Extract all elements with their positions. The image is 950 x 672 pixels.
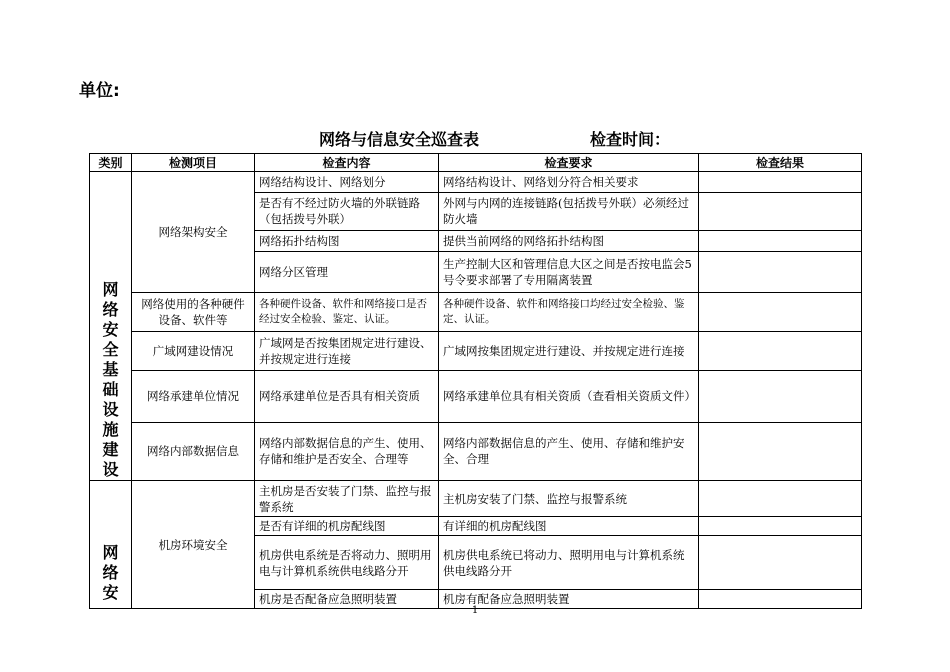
table-row [90, 292, 862, 331]
title-row [0, 127, 950, 149]
category-cell [90, 481, 132, 609]
item-internal-data: 网络内部数据信息 [132, 422, 255, 480]
requirement-cell: 网络结构设计、网络划分符合相关要求 [439, 172, 699, 193]
result-cell[interactable] [699, 370, 862, 422]
item-hardware-software: 网络使用的各种硬件设备、软件等 [132, 292, 255, 331]
content-cell: 网络分区管理 [255, 251, 439, 292]
content-cell: 各种硬件设备、软件和网络接口是否经过安全检验、鉴定、认证。 [255, 292, 439, 331]
column-header-result: 检查结果 [699, 154, 862, 172]
content-cell: 是否有不经过防火墙的外联链路（包括拨号外联） [255, 192, 439, 231]
result-cell[interactable] [699, 517, 862, 536]
table-row [90, 331, 862, 370]
item-network-vendor: 网络承建单位情况 [132, 370, 255, 422]
content-cell: 机房是否配备应急照明装置 [255, 590, 439, 609]
category-cell [90, 172, 132, 481]
page-number: 1 [471, 605, 479, 616]
requirement-cell: 有详细的机房配线图 [439, 517, 699, 536]
requirement-cell: 外网与内网的连接链路(包括拨号外联）必须经过防火墙 [439, 192, 699, 231]
requirement-cell: 提供当前网络的网络拓扑结构图 [439, 231, 699, 252]
requirement-cell: 机房有配备应急照明装置 [439, 590, 699, 609]
result-cell[interactable] [699, 292, 862, 331]
column-header-category: 类别 [90, 154, 132, 172]
column-header-requirement: 检查要求 [439, 154, 699, 172]
requirement-cell: 网络内部数据信息的产生、使用、存储和维护安全、合理 [439, 422, 699, 480]
result-cell[interactable] [699, 172, 862, 193]
requirement-cell: 机房供电系统已将动力、照明用电与计算机系统供电线路分开 [439, 536, 699, 590]
content-cell: 是否有详细的机房配线图 [255, 517, 439, 536]
document-title: 网络与信息安全巡查表 [319, 130, 480, 149]
result-cell[interactable] [699, 192, 862, 231]
item-network-architecture: 网络架构安全 [132, 172, 255, 293]
column-header-content: 检查内容 [255, 154, 439, 172]
result-cell[interactable] [699, 481, 862, 517]
table-header-row [90, 154, 862, 172]
table-row [90, 481, 862, 517]
requirement-cell: 生产控制大区和管理信息大区之间是否按电监会5号令要求部署了专用隔离装置 [439, 251, 699, 292]
item-wan-construction: 广域网建设情况 [132, 331, 255, 370]
content-cell: 机房供电系统是否将动力、照明用电与计算机系统供电线路分开 [255, 536, 439, 590]
content-cell: 网络承建单位是否具有相关资质 [255, 370, 439, 422]
table-row [90, 172, 862, 193]
unit-label: 单位: [79, 81, 120, 101]
category-network-infrastructure: 网络安全基础设施建设 [102, 280, 119, 479]
table-row [90, 370, 862, 422]
requirement-cell: 各种硬件设备、软件和网络接口均经过安全检验、鉴定、认证。 [439, 292, 699, 331]
column-header-item: 检测项目 [132, 154, 255, 172]
result-cell[interactable] [699, 422, 862, 480]
requirement-cell: 网络承建单位具有相关资质（查看相关资质文件） [439, 370, 699, 422]
content-cell: 主机房是否安装了门禁、监控与报警系统 [255, 481, 439, 517]
item-machine-room: 机房环境安全 [132, 481, 255, 609]
content-cell: 网络内部数据信息的产生、使用、存储和维护是否安全、合理等 [255, 422, 439, 480]
result-cell[interactable] [699, 536, 862, 590]
result-cell[interactable] [699, 251, 862, 292]
category-network-security: 网络安 [102, 543, 119, 602]
patrol-table [89, 153, 862, 609]
result-cell[interactable] [699, 231, 862, 252]
result-cell[interactable] [699, 331, 862, 370]
check-time-label: 检查时间： [590, 130, 671, 149]
content-cell: 网络结构设计、网络划分 [255, 172, 439, 193]
content-cell: 网络拓扑结构图 [255, 231, 439, 252]
requirement-cell: 主机房安装了门禁、监控与报警系统 [439, 481, 699, 517]
content-cell: 广域网是否按集团规定进行建设、并按规定进行连接 [255, 331, 439, 370]
table-row [90, 422, 862, 480]
requirement-cell: 广域网按集团规定进行建设、并按规定进行连接 [439, 331, 699, 370]
